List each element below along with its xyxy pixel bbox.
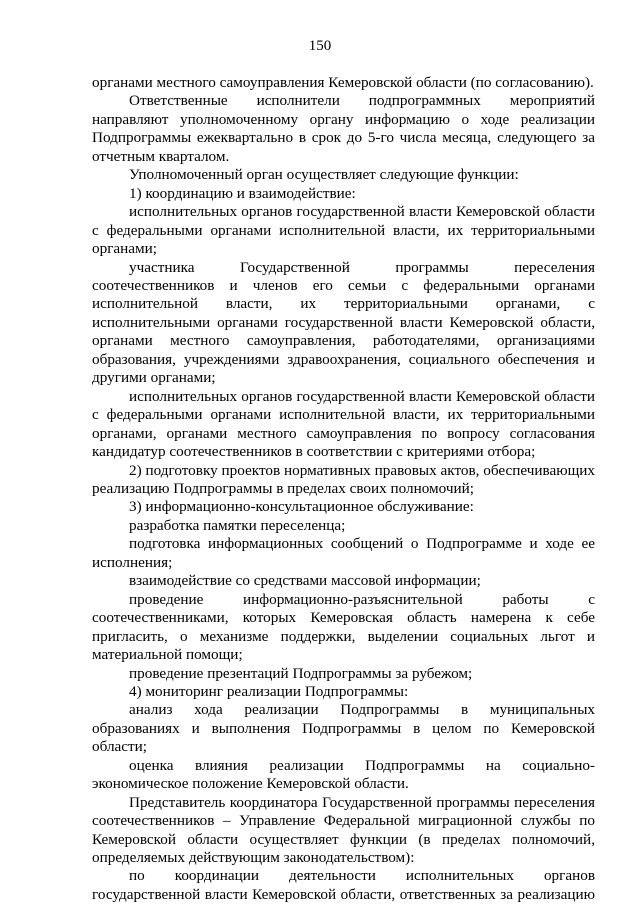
list-heading: 4) мониторинг реализации Подпрограммы: bbox=[129, 682, 409, 700]
paragraph: анализ хода реализации Подпрограммы в муниципальных образованиях и выполнения Подпрограммы в целом по Кемеровской области; bbox=[92, 701, 595, 756]
list-heading: 1) координацию и взаимодействие: bbox=[129, 184, 356, 202]
paragraph: Представитель координатора Государственной программы переселения соотечественников – Управление Федеральной миграционной службы по Кемеровской области осуществляет функции (в пределах полномочий, определяемых действующим законодательством): bbox=[92, 793, 595, 867]
paragraph: проведение презентаций Подпрограммы за рубежом; bbox=[129, 664, 473, 682]
page-number: 150 bbox=[308, 38, 332, 54]
paragraph: по координации деятельности исполнительных органов государственной власти Кемеровской области, ответственных за реализацию bbox=[92, 867, 595, 903]
paragraph: исполнительных органов государственной власти Кемеровской области с федеральными органами исполнительной власти, их территориальными органами, органами местного самоуправления по вопросу согласования кандидатур соотечественников в соответствии с критериями отбора; bbox=[92, 387, 595, 461]
paragraph: разработка памятки переселенца; bbox=[129, 516, 346, 534]
paragraph: взаимодействие со средствами массовой информации; bbox=[129, 572, 481, 590]
paragraph: оценка влияния реализации Подпрограммы на социально-экономическое положение Кемеровской области. bbox=[92, 756, 595, 793]
paragraph: органами местного самоуправления Кемеровской области (по согласованию). bbox=[92, 74, 594, 91]
list-heading: 2) подготовку проектов нормативных правовых актов, обеспечивающих реализацию Подпрограммы в пределах своих полномочий; bbox=[92, 461, 595, 497]
paragraph: подготовка информационных сообщений о Подпрограмме и ходе ее исполнения; bbox=[92, 535, 595, 571]
list-heading: 3) информационно-консультационное обслуживание: bbox=[129, 498, 474, 516]
paragraph: Ответственные исполнители подпрограммных мероприятий направляют уполномоченному органу информацию о ходе реализации Подпрограммы ежеквартально в срок до 5-го числа месяца, следующего за отчетным кварталом. bbox=[92, 92, 595, 165]
paragraph: участника Государственной программы переселения соотечественников и членов его семьи с федеральными органами исполнительной власти, их территориальными органами, с исполнительными органами государственной власти Кемеровской области, органами местного самоуправления, работодателями, организациями образования, учреждениями здравоохранения, социального обеспечения и другими органами; bbox=[92, 258, 595, 387]
document-body bbox=[92, 74, 595, 904]
paragraph: проведение информационно-разъяснительной работы с соотечественниками, которых Кемеровская область намерена к себе пригласить, о механизме поддержки, выделении социальных льгот и материальной помощи; bbox=[92, 590, 595, 664]
paragraph: исполнительных органов государственной власти Кемеровской области с федеральными органами исполнительной власти, их территориальными органами; bbox=[92, 203, 595, 258]
paragraph: Уполномоченный орган осуществляет следующие функции: bbox=[129, 166, 519, 184]
